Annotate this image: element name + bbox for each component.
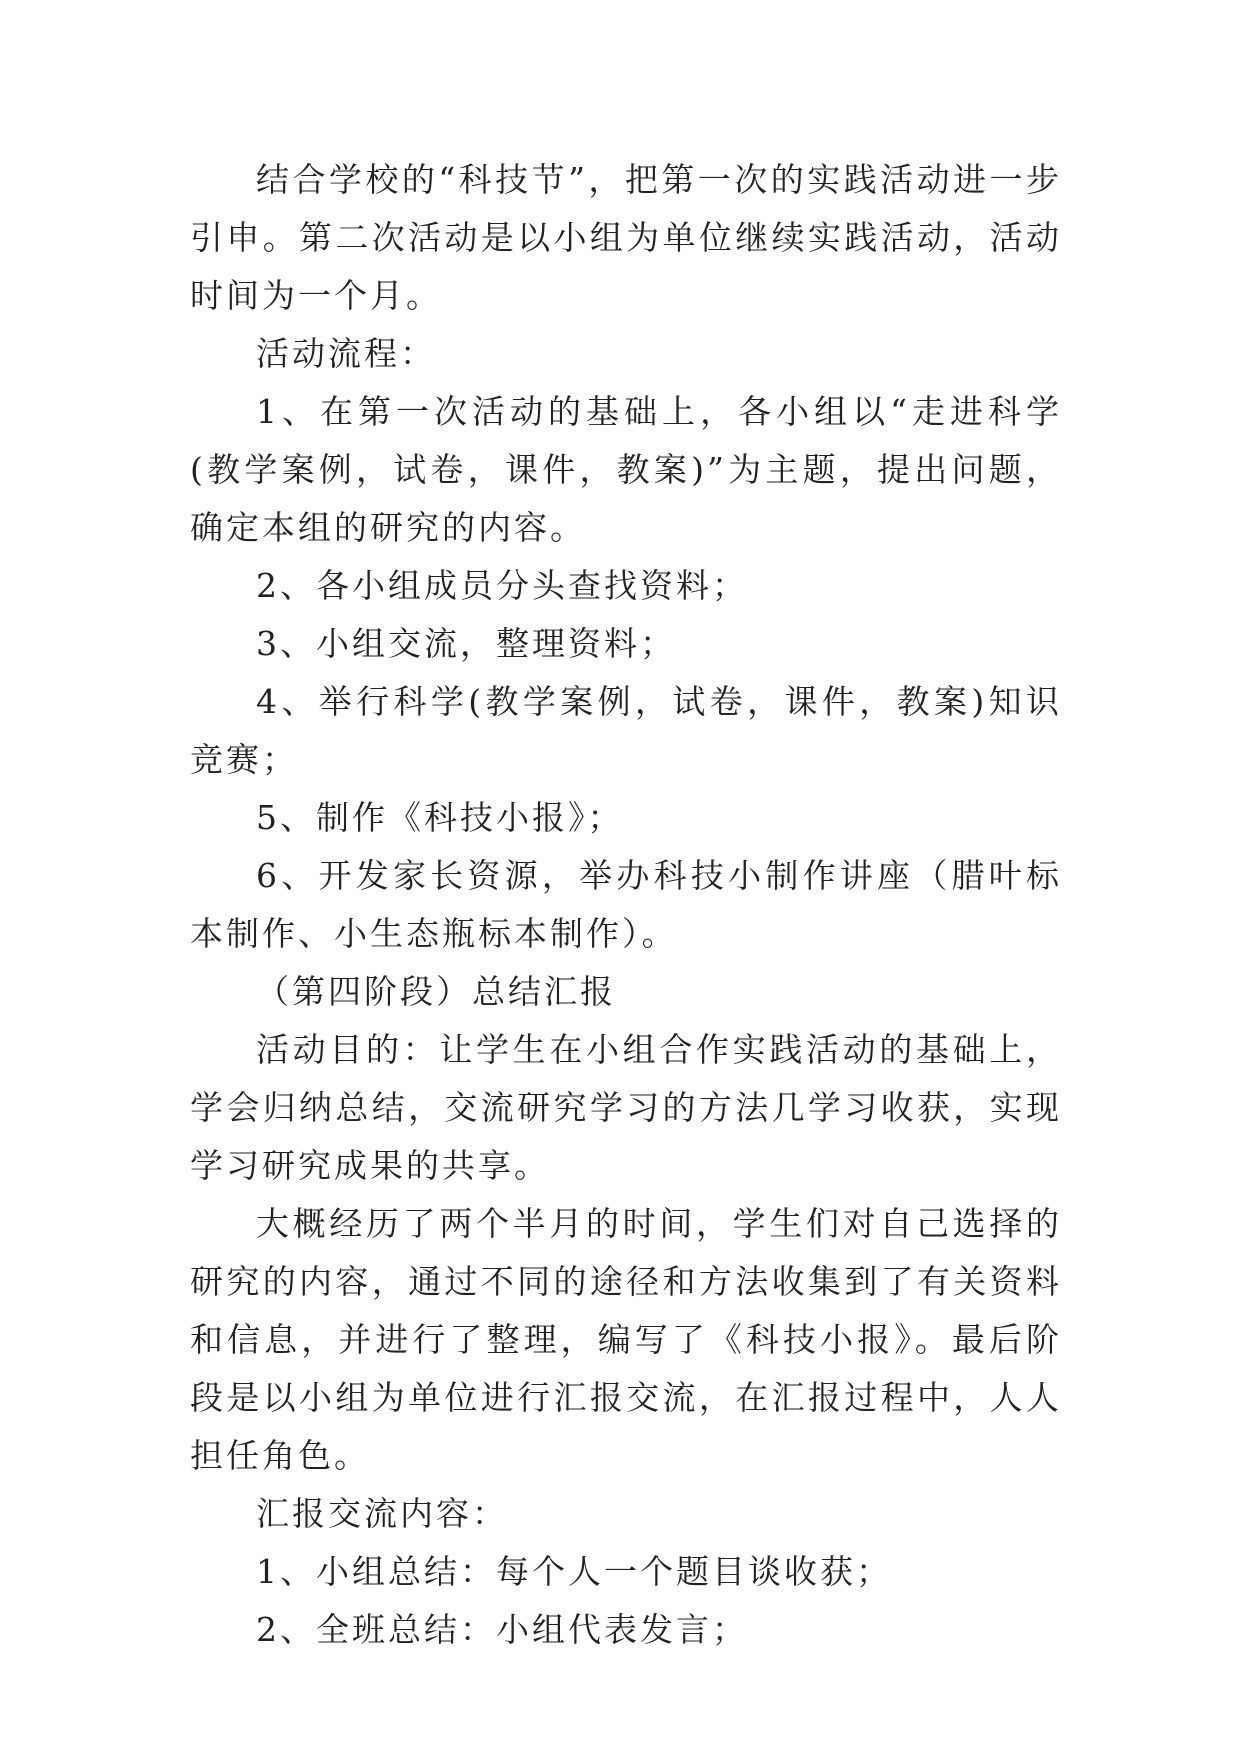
paragraph: 6、开发家长资源，举办科技小制作讲座（腊叶标本制作、小生态瓶标本制作）。 [190, 856, 1062, 953]
paragraph: 活动流程： [256, 334, 436, 373]
paragraph: 1、小组总结：每个人一个题目谈收获； [256, 1552, 892, 1591]
paragraph: 大概经历了两个半月的时间，学生们对自己选择的研究的内容，通过不同的途径和方法收集到了有关资料和信息，并进行了整理，编写了《科技小报》。最后阶段是以小组为单位进行汇报交流，在汇报过程中，人人担任角色。 [190, 1204, 1062, 1475]
paragraph: 5、制作《科技小报》； [256, 798, 624, 837]
paragraph: 3、小组交流，整理资料； [256, 624, 676, 663]
paragraph: 结合学校的“科技节”，把第一次的实践活动进一步引申。第二次活动是以小组为单位继续实践活动，活动时间为一个月。 [190, 160, 1062, 315]
paragraph: 2、全班总结：小组代表发言； [256, 1610, 748, 1649]
paragraph: 4、举行科学(教学案例，试卷，课件，教案)知识竞赛； [190, 682, 1062, 779]
paragraph: 活动目的：让学生在小组合作实践活动的基础上，学会归纳总结，交流研究学习的方法几学习收获，实现学习研究成果的共享。 [190, 1030, 1062, 1185]
paragraph: 1、在第一次活动的基础上，各小组以“走进科学(教学案例，试卷，课件，教案)”为主题，提出问题，确定本组的研究的内容。 [190, 392, 1062, 547]
paragraph: 汇报交流内容： [256, 1494, 508, 1533]
section-heading: （第四阶段）总结汇报 [256, 972, 616, 1011]
paragraph: 2、各小组成员分头查找资料； [256, 566, 748, 605]
document-body [190, 151, 1062, 1659]
